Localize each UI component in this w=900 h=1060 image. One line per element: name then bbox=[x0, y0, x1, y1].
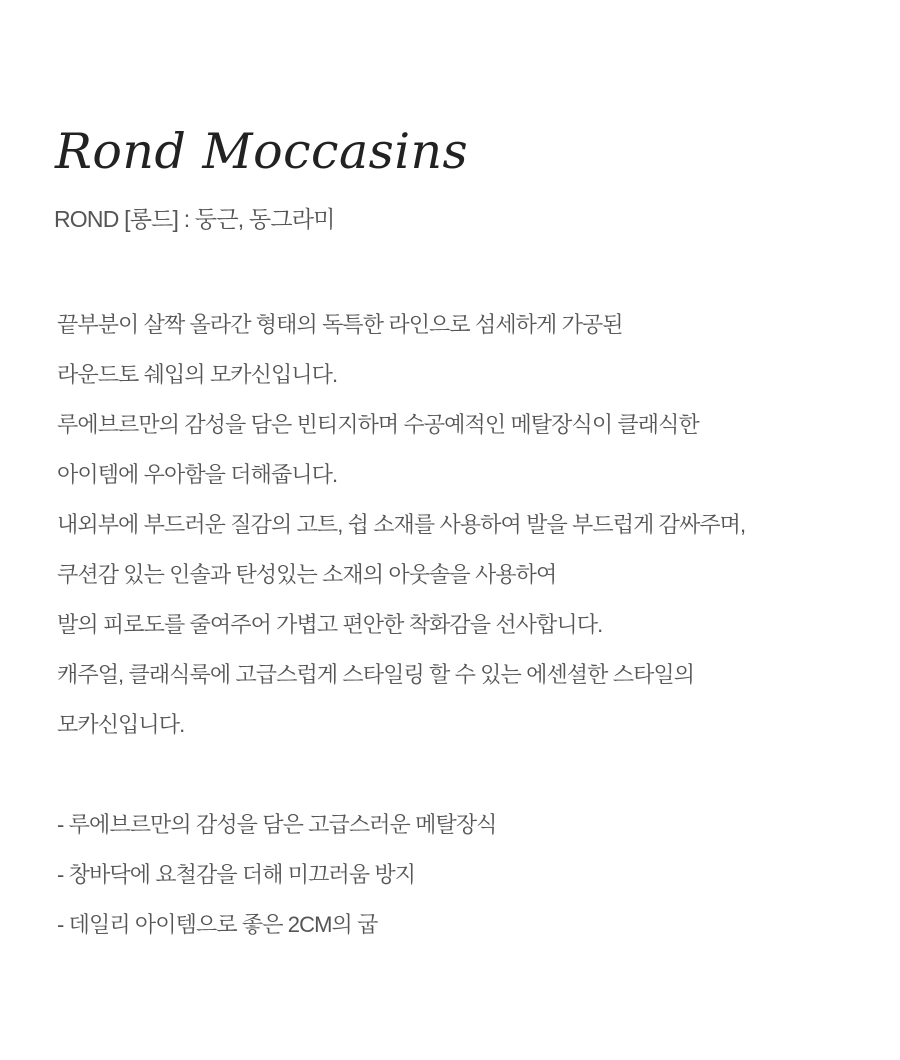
description-line: 모카신입니다. bbox=[57, 712, 185, 737]
description-line: 캐주얼, 클래식룩에 고급스럽게 스타일링 할 수 있는 에센셜한 스타일의 bbox=[57, 662, 695, 687]
feature-item: - 창바닥에 요철감을 더해 미끄러움 방지 bbox=[57, 862, 416, 887]
description-line: 아이템에 우아함을 더해줍니다. bbox=[57, 462, 338, 487]
description-line: 루에브르만의 감성을 담은 빈티지하며 수공예적인 메탈장식이 클래식한 bbox=[57, 412, 699, 437]
spacer bbox=[57, 750, 887, 800]
description-line: 끝부분이 살짝 올라간 형태의 독특한 라인으로 섬세하게 가공된 bbox=[57, 312, 623, 337]
product-subtitle: ROND [롱드] : 둥근, 동그라미 bbox=[54, 206, 335, 232]
description-line: 내외부에 부드러운 질감의 고트, 쉽 소재를 사용하여 발을 부드럽게 감싸주며, bbox=[57, 512, 746, 537]
product-title: Rond Moccasins bbox=[55, 123, 469, 180]
feature-item: - 루에브르만의 감성을 담은 고급스러운 메탈장식 bbox=[57, 812, 497, 837]
description-line: 라운드토 쉐입의 모카신입니다. bbox=[57, 362, 338, 387]
description-line: 쿠션감 있는 인솔과 탄성있는 소재의 아웃솔을 사용하여 bbox=[57, 562, 557, 587]
product-description bbox=[57, 300, 887, 950]
feature-item: - 데일리 아이템으로 좋은 2CM의 굽 bbox=[57, 912, 378, 937]
description-line: 발의 피로도를 줄여주어 가볍고 편안한 착화감을 선사합니다. bbox=[57, 612, 603, 637]
